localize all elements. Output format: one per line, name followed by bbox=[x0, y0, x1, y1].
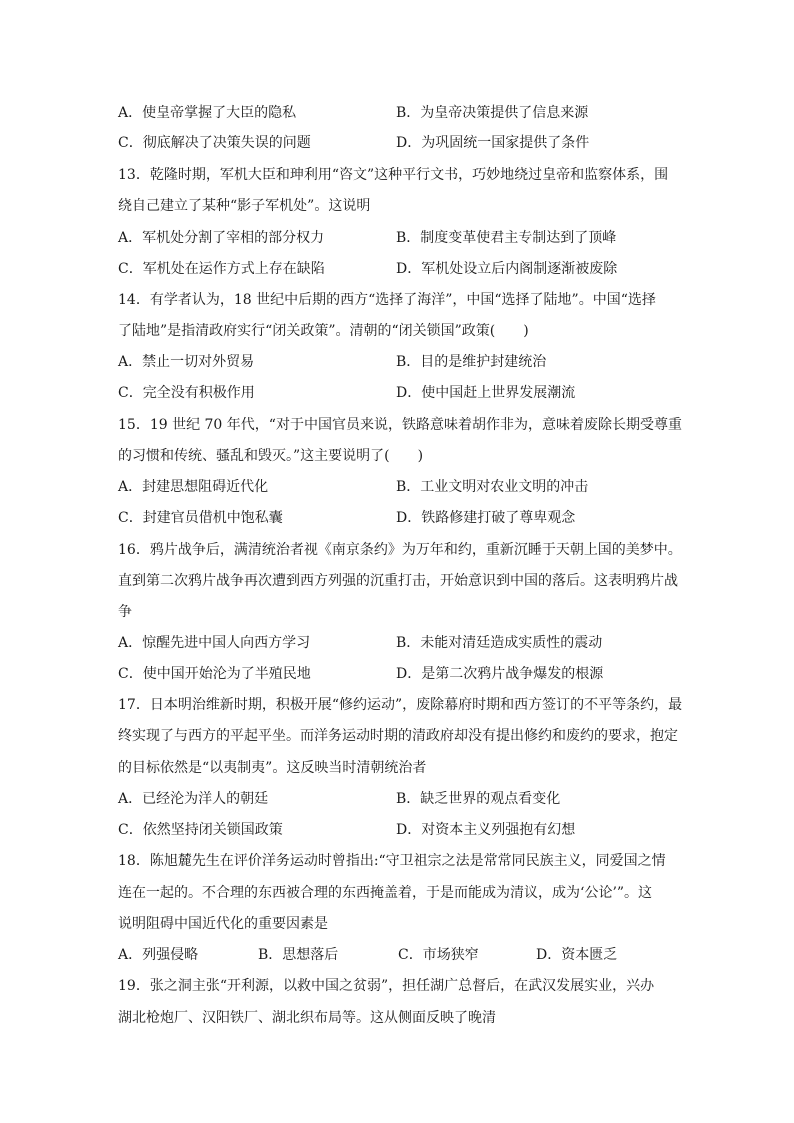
q14-stem-line-2: 了陆地”是指清政府实行“闭关政策”。清朝的“闭关锁国”政策( ) bbox=[118, 323, 529, 339]
q16-stem-line-3: 争 bbox=[118, 604, 132, 620]
q12-options-row-1 bbox=[118, 103, 678, 123]
q13-option-d[interactable]: D．军机处设立后内阁制逐渐被废除 bbox=[396, 261, 618, 277]
q15-options-row-2 bbox=[118, 508, 678, 528]
q17-stem-line-1: 17．日本明治维新时期，积极开展“修约运动”，废除幕府时期和西方签订的不平等条约，最 bbox=[118, 697, 683, 713]
q12-option-b[interactable]: B．为皇帝决策提供了信息来源 bbox=[396, 105, 589, 121]
q13-stem-line-1: 13．乾隆时期，军机大臣和珅利用“咨文”这种平行文书，巧妙地绕过皇帝和监察体系，围 bbox=[118, 167, 669, 183]
q13-option-a[interactable]: A．军机处分割了宰相的部分权力 bbox=[118, 230, 325, 246]
q12-option-d[interactable]: D．为巩固统一国家提供了条件 bbox=[396, 135, 590, 151]
q14-stem-line-1: 14．有学者认为，18 世纪中后期的西方“选择了海洋”，中国“选择了陆地”。中国“选择 bbox=[118, 292, 656, 308]
q16-options-row-2 bbox=[118, 664, 678, 684]
q18-stem-line-1: 18．陈旭麓先生在评价洋务运动时曾指出:“守卫祖宗之法是常常同民族主义，同爱国之情 bbox=[118, 853, 666, 869]
q16-option-c[interactable]: C．使中国开始沦为了半殖民地 bbox=[118, 666, 311, 682]
q12-options-row-2 bbox=[118, 133, 678, 153]
q14-option-b[interactable]: B．目的是维护封建统治 bbox=[396, 354, 547, 370]
q17-option-a[interactable]: A．已经沦为洋人的朝廷 bbox=[118, 791, 269, 807]
q16-stem-line-2: 直到第二次鸦片战争再次遭到西方列强的沉重打击，开始意识到中国的落后。这表明鸦片战 bbox=[118, 573, 678, 589]
q17-options-row-1 bbox=[118, 789, 678, 809]
q17-option-d[interactable]: D．对资本主义列强抱有幻想 bbox=[396, 822, 576, 838]
q14-options-row-1 bbox=[118, 352, 678, 372]
q13-stem-line-2: 绕自己建立了某种“影子军机处”。这说明 bbox=[118, 198, 371, 214]
q18-stem-line-2: 连在一起的。不合理的东西被合理的东西掩盖着，于是而能成为清议，成为‘公论’”。这 bbox=[118, 885, 653, 901]
q16-option-b[interactable]: B．未能对清廷造成实质性的震动 bbox=[396, 635, 603, 651]
q12-option-c[interactable]: C．彻底解决了决策失误的问题 bbox=[118, 135, 311, 151]
q18-option-a[interactable]: A．列强侵略 bbox=[118, 947, 199, 963]
q17-stem-line-2: 终实现了与西方的平起平坐。而洋务运动时期的清政府却没有提出修约和废约的要求，抱定 bbox=[118, 728, 678, 744]
q15-option-a[interactable]: A．封建思想阻碍近代化 bbox=[118, 479, 269, 495]
q18-stem-line-3: 说明阻碍中国近代化的重要因素是 bbox=[118, 916, 328, 932]
q17-options-row-2 bbox=[118, 820, 678, 840]
q19-stem-line-1: 19．张之洞主张“开利源，以救中国之贫弱”，担任湖广总督后，在武汉发展实业，兴办 bbox=[118, 978, 655, 994]
q13-options-row-2 bbox=[118, 259, 678, 279]
q13-options-row-1 bbox=[118, 228, 678, 248]
q18-option-c[interactable]: C．市场狭窄 bbox=[398, 947, 479, 963]
q12-option-a[interactable]: A．使皇帝掌握了大臣的隐私 bbox=[118, 105, 297, 121]
q15-option-b[interactable]: B．工业文明对农业文明的冲击 bbox=[396, 479, 589, 495]
q13-option-c[interactable]: C．军机处在运作方式上存在缺陷 bbox=[118, 261, 325, 277]
q17-option-c[interactable]: C．依然坚持闭关锁国政策 bbox=[118, 822, 283, 838]
q14-option-c[interactable]: C．完全没有积极作用 bbox=[118, 385, 255, 401]
q18-option-b[interactable]: B．思想落后 bbox=[258, 947, 339, 963]
q17-option-b[interactable]: B．缺乏世界的观点看变化 bbox=[396, 791, 561, 807]
q15-stem-line-2: 的习惯和传统、骚乱和毁灭。”这主要说明了( ) bbox=[118, 448, 424, 464]
q16-option-d[interactable]: D．是第二次鸦片战争爆发的根源 bbox=[396, 666, 604, 682]
q15-options-row-1 bbox=[118, 477, 678, 497]
q16-stem-line-1: 16．鸦片战争后，满清统治者视《南京条约》为万年和约，重新沉睡于天朝上国的美梦中。 bbox=[118, 542, 682, 558]
q15-option-c[interactable]: C．封建官员借机中饱私囊 bbox=[118, 510, 283, 526]
q15-option-d[interactable]: D．铁路修建打破了尊卑观念 bbox=[396, 510, 576, 526]
q14-options-row-2 bbox=[118, 383, 678, 403]
q16-option-a[interactable]: A．惊醒先进中国人向西方学习 bbox=[118, 635, 311, 651]
q14-option-a[interactable]: A．禁止一切对外贸易 bbox=[118, 354, 255, 370]
q18-option-d[interactable]: D．资本匮乏 bbox=[536, 947, 618, 963]
q18-options-row bbox=[118, 945, 678, 965]
q19-stem-line-2: 湖北枪炮厂、汉阳铁厂、湖北织布局等。这从侧面反映了晚清 bbox=[118, 1010, 496, 1026]
q15-stem-line-1: 15．19 世纪 70 年代，“对于中国官员来说，铁路意味着胡作非为，意味着废除长期受尊重 bbox=[118, 417, 682, 433]
q13-option-b[interactable]: B．制度变革使君主专制达到了顶峰 bbox=[396, 230, 617, 246]
q16-options-row-1 bbox=[118, 633, 678, 653]
q14-option-d[interactable]: D．使中国赶上世界发展潮流 bbox=[396, 385, 576, 401]
q17-stem-line-3: 的目标依然是“以夷制夷”。这反映当时清朝统治者 bbox=[118, 760, 427, 776]
